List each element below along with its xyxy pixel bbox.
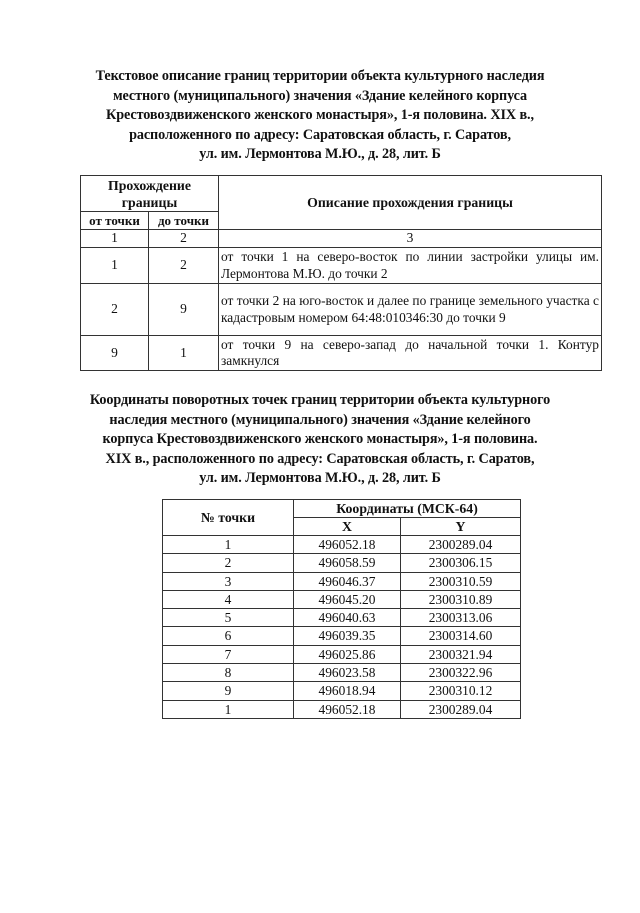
header-to: до точки — [149, 212, 219, 230]
coordinates-title — [60, 391, 580, 489]
x-cell: 496025.86 — [294, 645, 401, 663]
title-line: ул. им. Лермонтова М.Ю., д. 28, лит. Б — [199, 146, 441, 163]
table-row — [81, 336, 602, 371]
x-cell: 496023.58 — [294, 664, 401, 682]
y-cell: 2300313.06 — [401, 609, 521, 627]
point-cell: 4 — [163, 590, 294, 608]
title-line: XIX в., расположенного по адресу: Саратовская область, г. Саратов, — [105, 450, 535, 467]
title-line: местного (муниципального) значения «Здание келейного корпуса — [112, 87, 528, 104]
x-cell: 496045.20 — [294, 590, 401, 608]
table-numbering-row — [81, 230, 602, 248]
point-cell: 2 — [163, 554, 294, 572]
table-row — [163, 609, 521, 627]
header-passage: Прохождение границы — [81, 176, 219, 212]
table-row — [163, 627, 521, 645]
to-cell: 1 — [149, 336, 219, 371]
numbering-cell: 2 — [149, 230, 219, 248]
header-coords: Координаты (МСК-64) — [294, 500, 521, 518]
point-cell: 3 — [163, 572, 294, 590]
to-cell: 2 — [149, 248, 219, 284]
y-cell: 2300310.12 — [401, 682, 521, 700]
title-line: наследия местного (муниципального) значения «Здание келейного — [109, 411, 531, 428]
x-cell: 496046.37 — [294, 572, 401, 590]
x-cell: 496058.59 — [294, 554, 401, 572]
description-cell: от точки 9 на северо-запад до начальной точки 1. Контур замкнулся — [219, 336, 602, 371]
header-description: Описание прохождения границы — [219, 176, 602, 230]
point-cell: 1 — [163, 700, 294, 718]
title-line: ул. им. Лермонтова М.Ю., д. 28, лит. Б — [199, 470, 441, 487]
header-from: от точки — [81, 212, 149, 230]
point-cell: 9 — [163, 682, 294, 700]
table-header-row — [81, 176, 602, 212]
title-line: корпуса Крестовоздвиженского женского монастыря», 1-я половина. — [102, 431, 538, 448]
point-cell: 8 — [163, 664, 294, 682]
title-line: расположенного по адресу: Саратовская область, г. Саратов, — [129, 126, 511, 143]
y-cell: 2300310.59 — [401, 572, 521, 590]
table-row — [163, 700, 521, 718]
point-cell: 1 — [163, 536, 294, 554]
y-cell: 2300322.96 — [401, 664, 521, 682]
numbering-cell: 1 — [81, 230, 149, 248]
y-cell: 2300306.15 — [401, 554, 521, 572]
numbering-cell: 3 — [219, 230, 602, 248]
x-cell: 496052.18 — [294, 536, 401, 554]
table-row — [81, 248, 602, 284]
y-cell: 2300321.94 — [401, 645, 521, 663]
table-row — [163, 572, 521, 590]
x-cell: 496040.63 — [294, 609, 401, 627]
description-cell: от точки 2 на юго-восток и далее по границе земельного участка с кадастровым номером 64:48:010346:30 до точки 9 — [219, 284, 602, 336]
table-row — [163, 590, 521, 608]
table-row — [163, 664, 521, 682]
header-x: X — [294, 518, 401, 536]
from-cell: 9 — [81, 336, 149, 371]
to-cell: 9 — [149, 284, 219, 336]
table-row — [81, 284, 602, 336]
y-cell: 2300310.89 — [401, 590, 521, 608]
title-line: Крестовоздвиженского женского монастыря», 1-я половина. XIX в., — [106, 107, 534, 124]
coordinates-table — [162, 499, 521, 719]
table-row — [163, 645, 521, 663]
boundary-description-table — [80, 175, 602, 371]
x-cell: 496039.35 — [294, 627, 401, 645]
y-cell: 2300289.04 — [401, 536, 521, 554]
x-cell: 496018.94 — [294, 682, 401, 700]
table-row — [163, 554, 521, 572]
title-line: Координаты поворотных точек границ территории объекта культурного — [89, 392, 551, 408]
point-cell: 6 — [163, 627, 294, 645]
title-line: Текстовое описание границ территории объекта культурного наследия — [95, 68, 545, 84]
table-header-row — [163, 500, 521, 518]
description-cell: от точки 1 на северо-восток по линии застройки улицы им. Лермонтова М.Ю. до точки 2 — [219, 248, 602, 284]
table-row — [163, 682, 521, 700]
from-cell: 2 — [81, 284, 149, 336]
boundary-description-title — [60, 67, 580, 165]
y-cell: 2300289.04 — [401, 700, 521, 718]
header-y: Y — [401, 518, 521, 536]
point-cell: 7 — [163, 645, 294, 663]
y-cell: 2300314.60 — [401, 627, 521, 645]
point-cell: 5 — [163, 609, 294, 627]
x-cell: 496052.18 — [294, 700, 401, 718]
table-row — [163, 536, 521, 554]
header-point: № точки — [163, 500, 294, 536]
from-cell: 1 — [81, 248, 149, 284]
